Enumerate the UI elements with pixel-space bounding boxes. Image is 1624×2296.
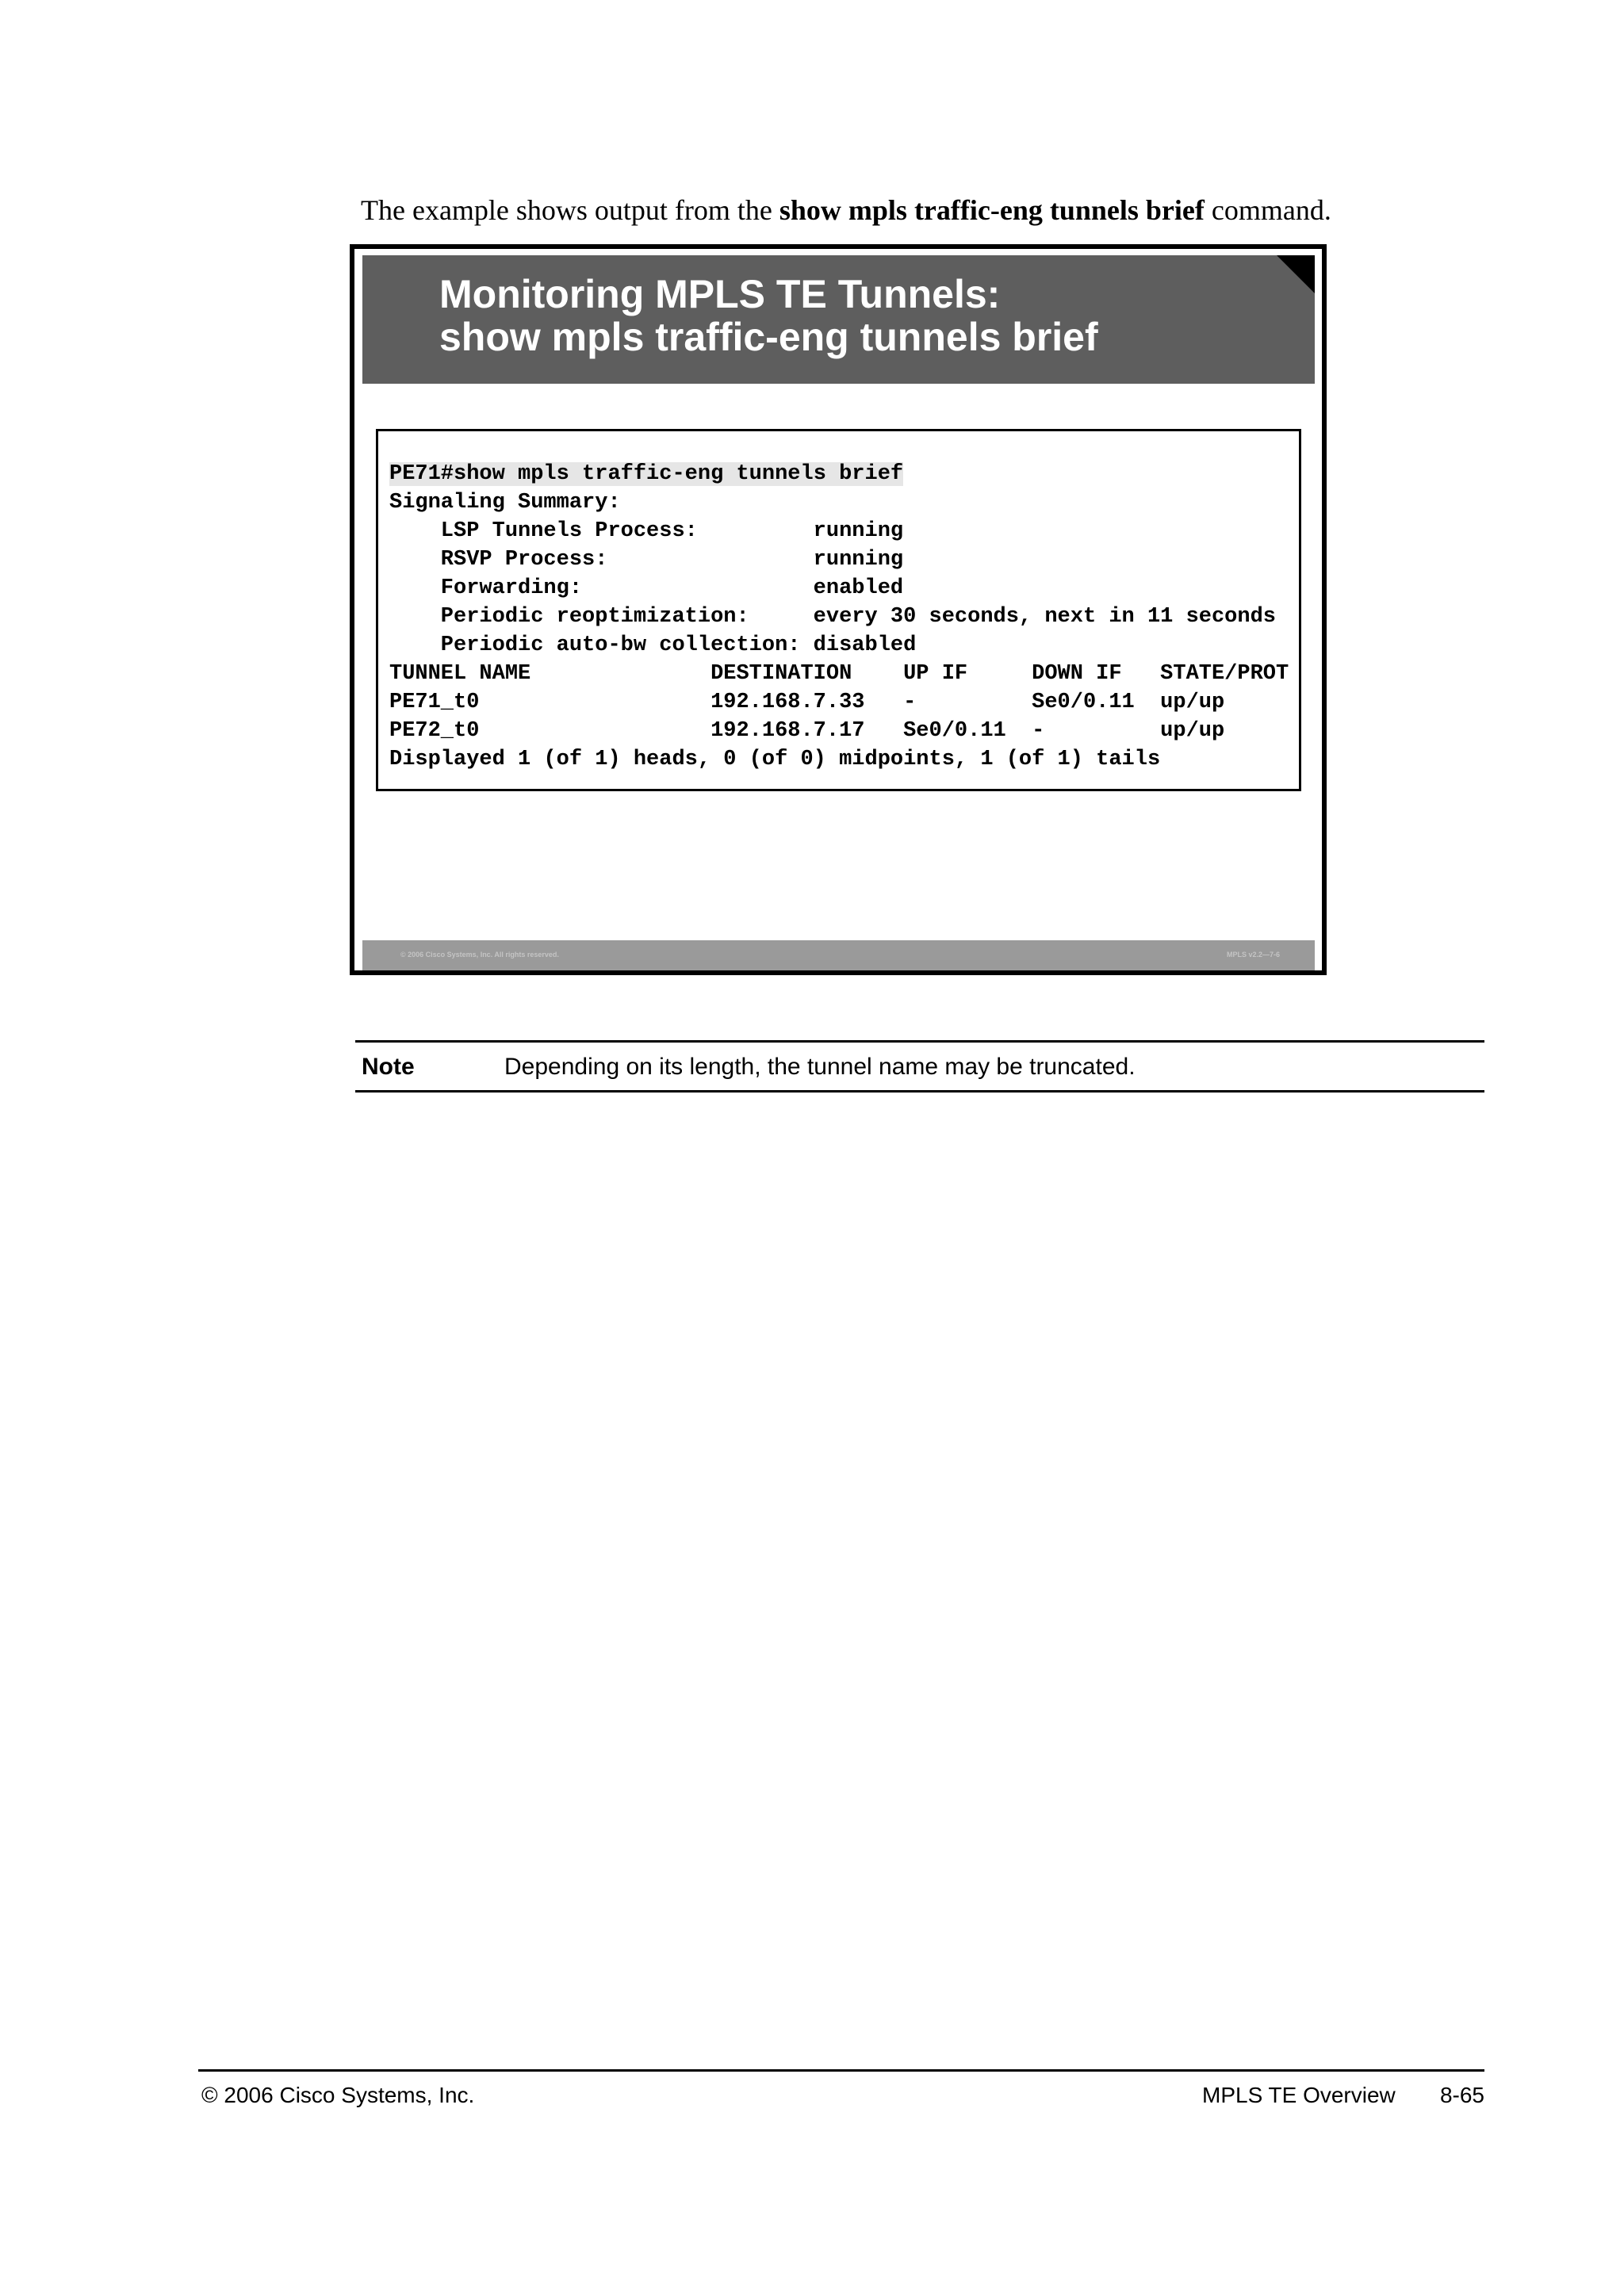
slide-title: [439, 273, 1098, 358]
intro-paragraph: [361, 190, 1487, 230]
slide-title-line1: Monitoring MPLS TE Tunnels:: [439, 272, 1001, 316]
footer-section-title: MPLS TE Overview: [1202, 2083, 1396, 2107]
terminal-line: Forwarding: enabled: [389, 576, 904, 600]
note-label: Note: [362, 1054, 415, 1080]
note-box: [355, 1040, 1484, 1093]
slide-figure: [350, 244, 1327, 975]
footer-copyright: © 2006 Cisco Systems, Inc.: [201, 2083, 475, 2107]
terminal-line: Periodic auto-bw collection: disabled: [389, 633, 917, 657]
terminal-line: Displayed 1 (of 1) heads, 0 (of 0) midpoints, 1 (of 1) tails: [389, 748, 1161, 771]
terminal-line: Signaling Summary:: [389, 491, 621, 515]
terminal-command-line: [389, 462, 903, 486]
slide-title-line2: show mpls traffic-eng tunnels brief: [439, 315, 1098, 359]
terminal-table-header: TUNNEL NAME DESTINATION UP IF DOWN IF STATE/PROT: [389, 662, 1289, 686]
terminal-prompt: PE71#: [389, 462, 454, 486]
intro-text-before: The example shows output from the: [361, 194, 779, 226]
note-text: Depending on its length, the tunnel name may be truncated.: [504, 1054, 1136, 1080]
terminal-line: RSVP Process: running: [389, 548, 904, 572]
terminal-line: Periodic reoptimization: every 30 seconds, next in 11 seconds: [389, 605, 1276, 629]
slide-header: [362, 255, 1315, 384]
page-footer: [198, 2069, 1484, 2117]
terminal-line: LSP Tunnels Process: running: [389, 519, 904, 543]
footer-page-number: 8-65: [1439, 2083, 1484, 2107]
slide-course-code: MPLS v2.2—7-6: [1226, 951, 1280, 959]
intro-text-after: command.: [1204, 194, 1331, 226]
terminal-output-box: [376, 429, 1301, 791]
slide-footer: [362, 940, 1315, 970]
corner-triangle-icon: [1277, 255, 1315, 293]
terminal-command: show mpls traffic-eng tunnels brief: [454, 462, 904, 486]
terminal-table-row: PE72_t0 192.168.7.17 Se0/0.11 - up/up: [389, 719, 1225, 743]
terminal-output: [389, 460, 1289, 774]
terminal-table-row: PE71_t0 192.168.7.33 - Se0/0.11 up/up: [389, 691, 1225, 714]
slide-copyright: © 2006 Cisco Systems, Inc. All rights reserved.: [400, 951, 559, 959]
intro-command: show mpls traffic-eng tunnels brief: [779, 194, 1205, 226]
